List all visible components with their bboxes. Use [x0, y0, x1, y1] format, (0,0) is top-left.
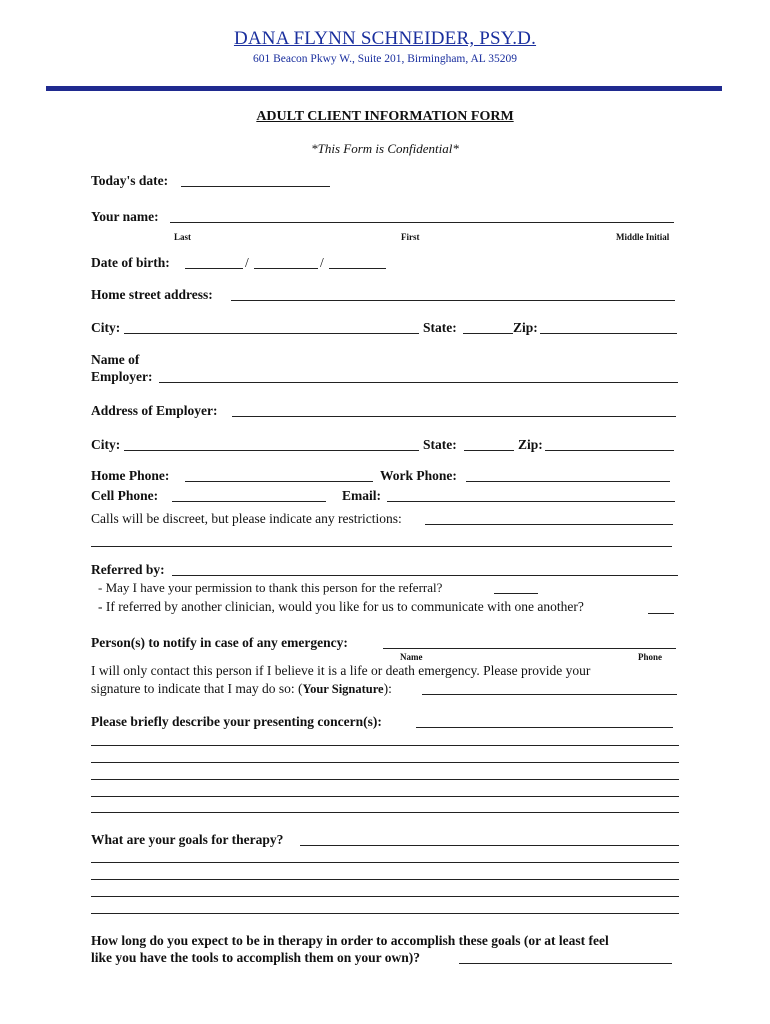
- emergency-contact-field[interactable]: [383, 648, 676, 649]
- practice-address: 601 Beacon Pkwy W., Suite 201, Birmingham, AL 35209: [252, 53, 518, 65]
- signature-prompt-end: ):: [383, 681, 392, 696]
- city-field[interactable]: [124, 333, 419, 334]
- home-phone-field[interactable]: [185, 481, 373, 482]
- referral-clinician-question: - If referred by another clinician, would you like for us to communicate with one another?: [98, 599, 584, 614]
- emergency-contact-label: Person(s) to notify in case of any emergency:: [91, 635, 348, 650]
- form-title: ADULT CLIENT INFORMATION FORM: [256, 109, 514, 124]
- dob-day-field[interactable]: [254, 268, 318, 269]
- your-name-label: Your name:: [91, 209, 159, 224]
- cell-phone-label: Cell Phone:: [91, 488, 159, 503]
- goals-field-line[interactable]: [91, 896, 679, 897]
- emergency-phone-caption: Phone: [638, 652, 663, 662]
- zip-label: Zip:: [513, 320, 538, 335]
- employer-address-label: Address of Employer:: [91, 403, 218, 418]
- dob-separator: /: [245, 255, 249, 270]
- todays-date-field[interactable]: [181, 186, 330, 187]
- work-phone-field[interactable]: [466, 481, 670, 482]
- referral-permission-question: - May I have your permission to thank this person for the referral?: [98, 580, 443, 595]
- your-name-field[interactable]: [170, 222, 674, 223]
- goals-field[interactable]: [300, 845, 679, 846]
- name-first-caption: First: [401, 232, 420, 242]
- employer-state-label: State:: [423, 437, 457, 452]
- emergency-note-line2: [91, 681, 392, 697]
- employer-address-field[interactable]: [232, 416, 676, 417]
- dob-year-field[interactable]: [329, 268, 386, 269]
- therapy-duration-field[interactable]: [459, 963, 672, 964]
- referral-clinician-field[interactable]: [648, 613, 674, 614]
- dob-separator: /: [320, 255, 324, 270]
- city-label: City:: [91, 320, 121, 335]
- signature-field[interactable]: [422, 694, 677, 695]
- concerns-field-line[interactable]: [91, 779, 679, 780]
- confidential-notice: *This Form is Confidential*: [311, 141, 459, 156]
- referred-by-field[interactable]: [172, 575, 678, 576]
- goals-label: What are your goals for therapy?: [91, 832, 284, 847]
- zip-field[interactable]: [540, 333, 677, 334]
- therapy-duration-question-line2: like you have the tools to accomplish them on your own)?: [91, 950, 421, 965]
- employer-name-field[interactable]: [159, 382, 678, 383]
- call-restrictions-field-continued[interactable]: [91, 546, 672, 547]
- employer-name-label: Employer:: [91, 369, 153, 384]
- cell-phone-field[interactable]: [172, 501, 326, 502]
- home-phone-label: Home Phone:: [91, 468, 170, 483]
- concerns-field-line[interactable]: [91, 762, 679, 763]
- goals-field-line[interactable]: [91, 913, 679, 914]
- signature-label: Your Signature: [302, 682, 384, 696]
- home-address-label: Home street address:: [91, 287, 213, 302]
- work-phone-label: Work Phone:: [380, 468, 457, 483]
- goals-field-line[interactable]: [91, 862, 679, 863]
- state-label: State:: [423, 320, 457, 335]
- concerns-label: Please briefly describe your presenting concern(s):: [91, 714, 382, 729]
- email-label: Email:: [342, 488, 381, 503]
- emergency-name-caption: Name: [400, 652, 423, 662]
- referred-by-label: Referred by:: [91, 562, 165, 577]
- dob-month-field[interactable]: [185, 268, 243, 269]
- call-restrictions-label: Calls will be discreet, but please indicate any restrictions:: [91, 511, 402, 526]
- employer-name-label: Name of: [91, 352, 140, 367]
- employer-city-label: City:: [91, 437, 121, 452]
- goals-field-line[interactable]: [91, 879, 679, 880]
- employer-city-field[interactable]: [124, 450, 419, 451]
- employer-zip-field[interactable]: [545, 450, 674, 451]
- therapy-duration-question: How long do you expect to be in therapy in order to accomplish these goals (or at least feel: [91, 933, 609, 948]
- header-divider: [46, 86, 722, 91]
- concerns-field-line[interactable]: [91, 745, 679, 746]
- home-address-field[interactable]: [231, 300, 675, 301]
- concerns-field-line[interactable]: [91, 812, 679, 813]
- email-field[interactable]: [387, 501, 675, 502]
- name-last-caption: Last: [174, 232, 192, 242]
- concerns-field[interactable]: [416, 727, 673, 728]
- state-field[interactable]: [463, 333, 513, 334]
- employer-state-field[interactable]: [464, 450, 514, 451]
- name-middle-caption: Middle Initial: [616, 232, 670, 242]
- todays-date-label: Today's date:: [91, 173, 169, 188]
- emergency-note: I will only contact this person if I believe it is a life or death emergency. Please provide your: [91, 663, 591, 678]
- employer-zip-label: Zip:: [518, 437, 543, 452]
- concerns-field-line[interactable]: [91, 796, 679, 797]
- practice-name: DANA FLYNN SCHNEIDER, PSY.D.: [233, 28, 537, 49]
- call-restrictions-field[interactable]: [425, 524, 673, 525]
- dob-label: Date of birth:: [91, 255, 170, 270]
- signature-prompt: signature to indicate that I may do so: (: [91, 681, 303, 696]
- referral-permission-field[interactable]: [494, 593, 538, 594]
